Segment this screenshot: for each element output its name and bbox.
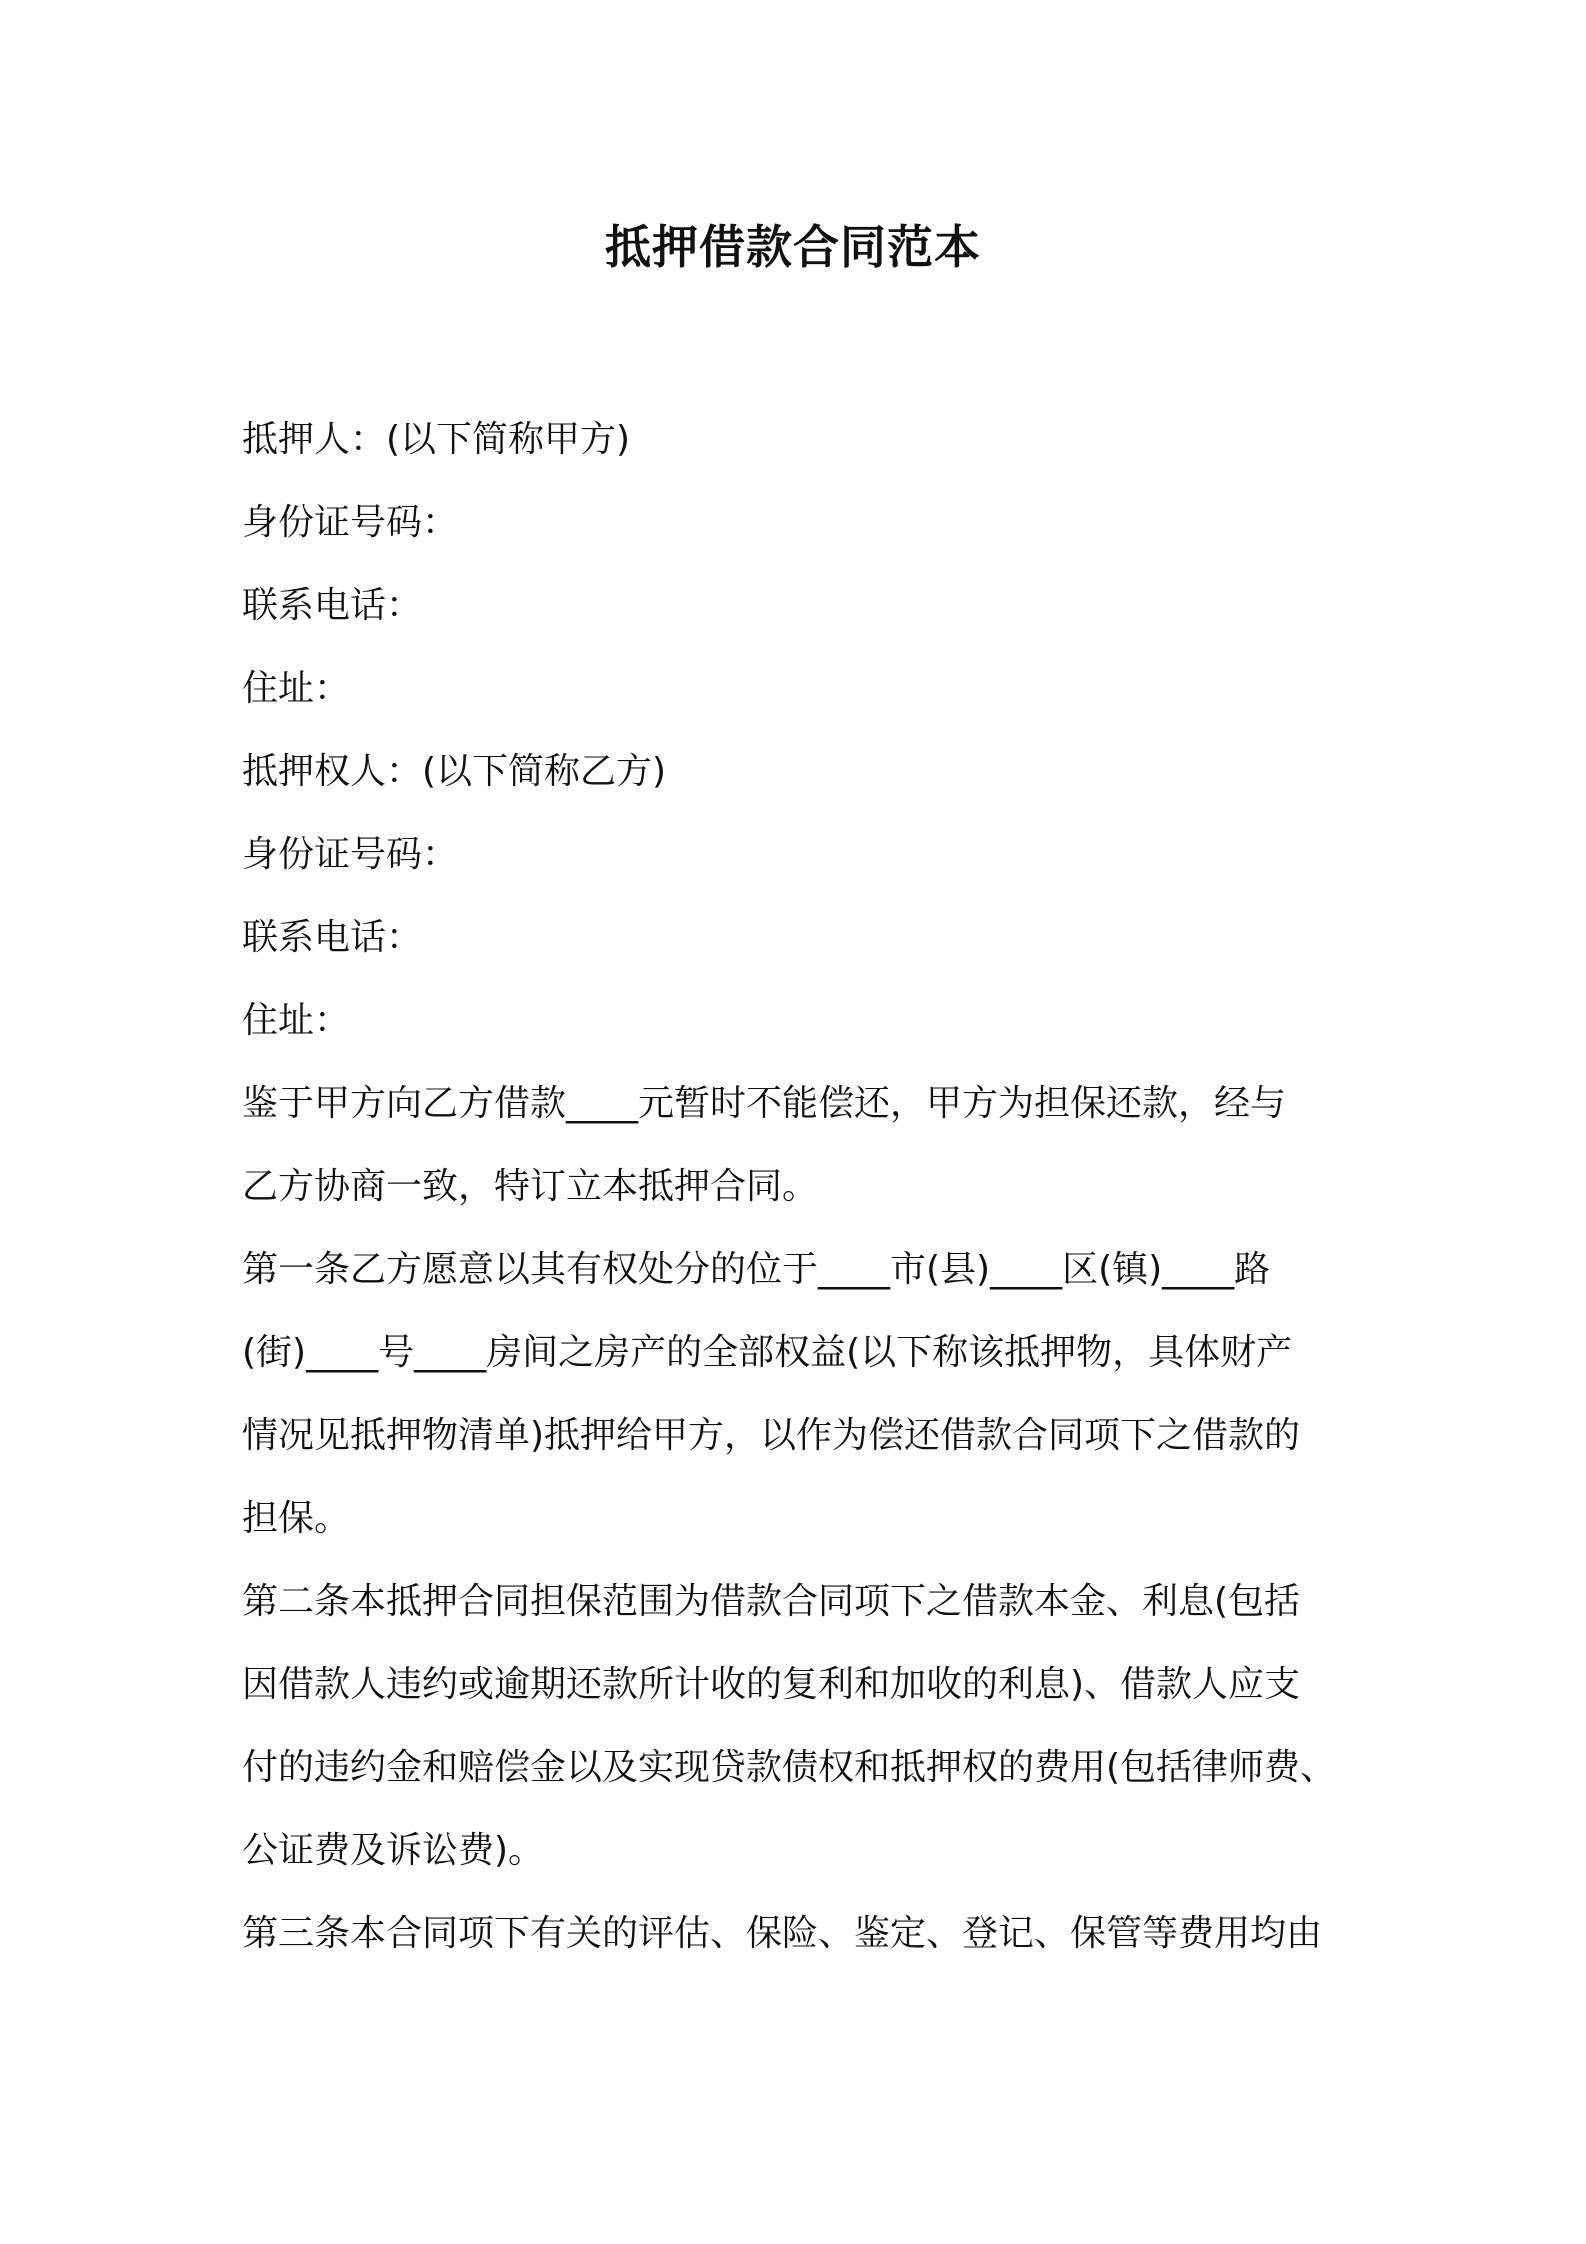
preamble-line: 乙方协商一致，特订立本抵押合同。 [242,1166,819,1207]
article-2-line: 第二条本抵押合同担保范围为借款合同项下之借款本金、利息(包括 [242,1581,1301,1622]
mortgagee-phone-line: 联系电话： [242,917,423,958]
article-2-line: 公证费及诉讼费)。 [242,1830,545,1871]
mortgagee-line: 抵押权人：(以下简称乙方) [242,751,667,792]
article-2-line: 付的违约金和赔偿金以及实现贷款债权和抵押权的费用(包括律师费、 [242,1747,1337,1788]
article-1-line: 担保。 [242,1498,351,1539]
mortgagor-address-line: 住址： [242,668,351,709]
article-2-line: 因借款人违约或逾期还款所计收的复利和加收的利息)、借款人应支 [242,1664,1301,1705]
mortgagee-address-line: 住址： [242,1000,351,1041]
document-body [242,398,1354,1975]
mortgagor-line: 抵押人：(以下简称甲方) [242,419,631,460]
article-1-line: 情况见抵押物清单)抵押给甲方，以作为偿还借款合同项下之借款的 [242,1415,1301,1456]
document-title: 抵押借款合同范本 [605,220,981,274]
preamble-line: 鉴于甲方向乙方借款____元暂时不能偿还，甲方为担保还款，经与 [242,1083,1287,1124]
article-1-line: (街)____号____房间之房产的全部权益(以下称该抵押物，具体财产 [242,1332,1293,1373]
article-1-line: 第一条乙方愿意以其有权处分的位于____市(县)____区(镇)____路 [242,1249,1271,1290]
mortgagor-id-line: 身份证号码： [242,502,459,543]
mortgagor-phone-line: 联系电话： [242,585,423,626]
mortgagee-id-line: 身份证号码： [242,834,459,875]
article-3-line: 第三条本合同项下有关的评估、保险、鉴定、登记、保管等费用均由 [242,1913,1323,1954]
